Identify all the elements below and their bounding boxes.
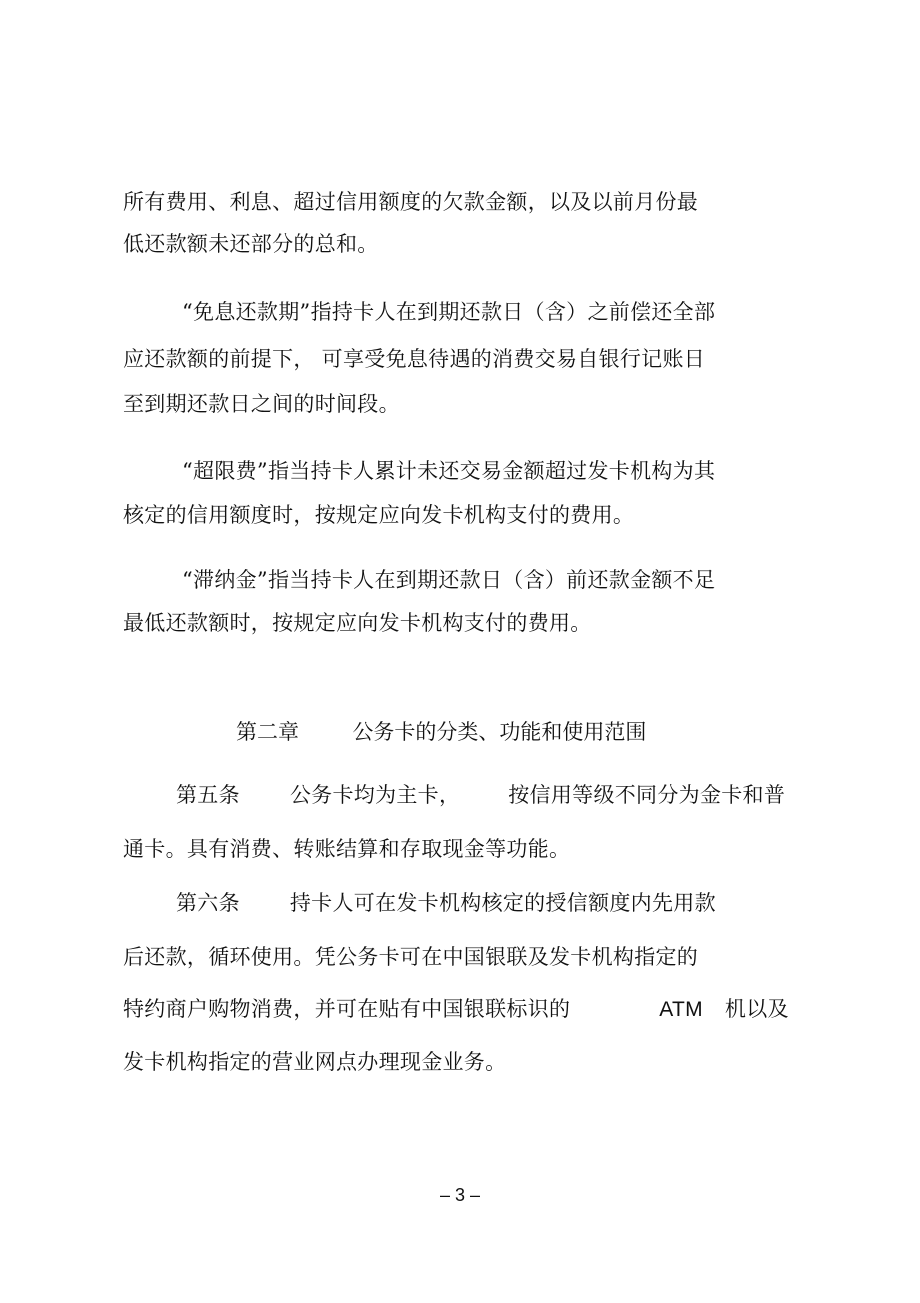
article-5-label: 第五条 — [176, 783, 240, 807]
paragraph-1-line-1: 所有费用、利息、超过信用额度的欠款金额，以及以前月份最 — [123, 190, 699, 214]
chapter-heading — [236, 718, 646, 746]
article-6-line-3 — [123, 995, 789, 1024]
paragraph-4-line-2: 最低还款额时，按规定应向发卡机构支付的费用。 — [123, 611, 592, 635]
paragraph-1-line-2: 低还款额未还部分的总和。 — [123, 232, 379, 256]
article-6-line-2: 后还款，循环使用。凭公务卡可在中国银联及发卡机构指定的 — [123, 945, 699, 969]
article-5-line-2: 通卡。具有消费、转账结算和存取现金等功能。 — [123, 837, 571, 861]
paragraph-3-line-2: 核定的信用额度时，按规定应向发卡机构支付的费用。 — [123, 503, 635, 527]
paragraph-2-line-2: 应还款额的前提下， 可享受免息待遇的消费交易自银行记账日 — [123, 347, 706, 371]
article-5-text-a: 公务卡均为主卡， — [289, 783, 461, 807]
article-6-label: 第六条 — [176, 891, 240, 915]
article-6-line-4: 发卡机构指定的营业网点办理现金业务。 — [123, 1050, 507, 1074]
article-6-text-3c: 机以及 — [724, 997, 789, 1021]
atm-text: ATM — [659, 998, 703, 1021]
paragraph-3-line-1: “超限费”指当持卡人累计未还交易金额超过发卡机构为其 — [182, 459, 716, 483]
article-6-text-3a: 特约商户购物消费，并可在贴有中国银联标识的 — [123, 997, 571, 1021]
article-6-line-1 — [176, 889, 716, 917]
article-5-line-1 — [176, 781, 785, 809]
article-5-text-b: 按信用等级不同分为金卡和普 — [508, 783, 786, 807]
chapter-number: 第二章 — [236, 720, 299, 744]
paragraph-2-line-1: “免息还款期”指持卡人在到期还款日（含）之前偿还全部 — [182, 300, 716, 324]
paragraph-4-line-1: “滞纳金”指当持卡人在到期还款日（含）前还款金额不足 — [182, 568, 716, 592]
chapter-title: 公务卡的分类、功能和使用范围 — [352, 720, 647, 744]
paragraph-2-line-3: 至到期还款日之间的时间段。 — [123, 392, 400, 416]
article-6-text-1: 持卡人可在发卡机构核定的授信额度内先用款 — [289, 891, 716, 915]
page-number: – 3 – — [439, 1185, 481, 1205]
